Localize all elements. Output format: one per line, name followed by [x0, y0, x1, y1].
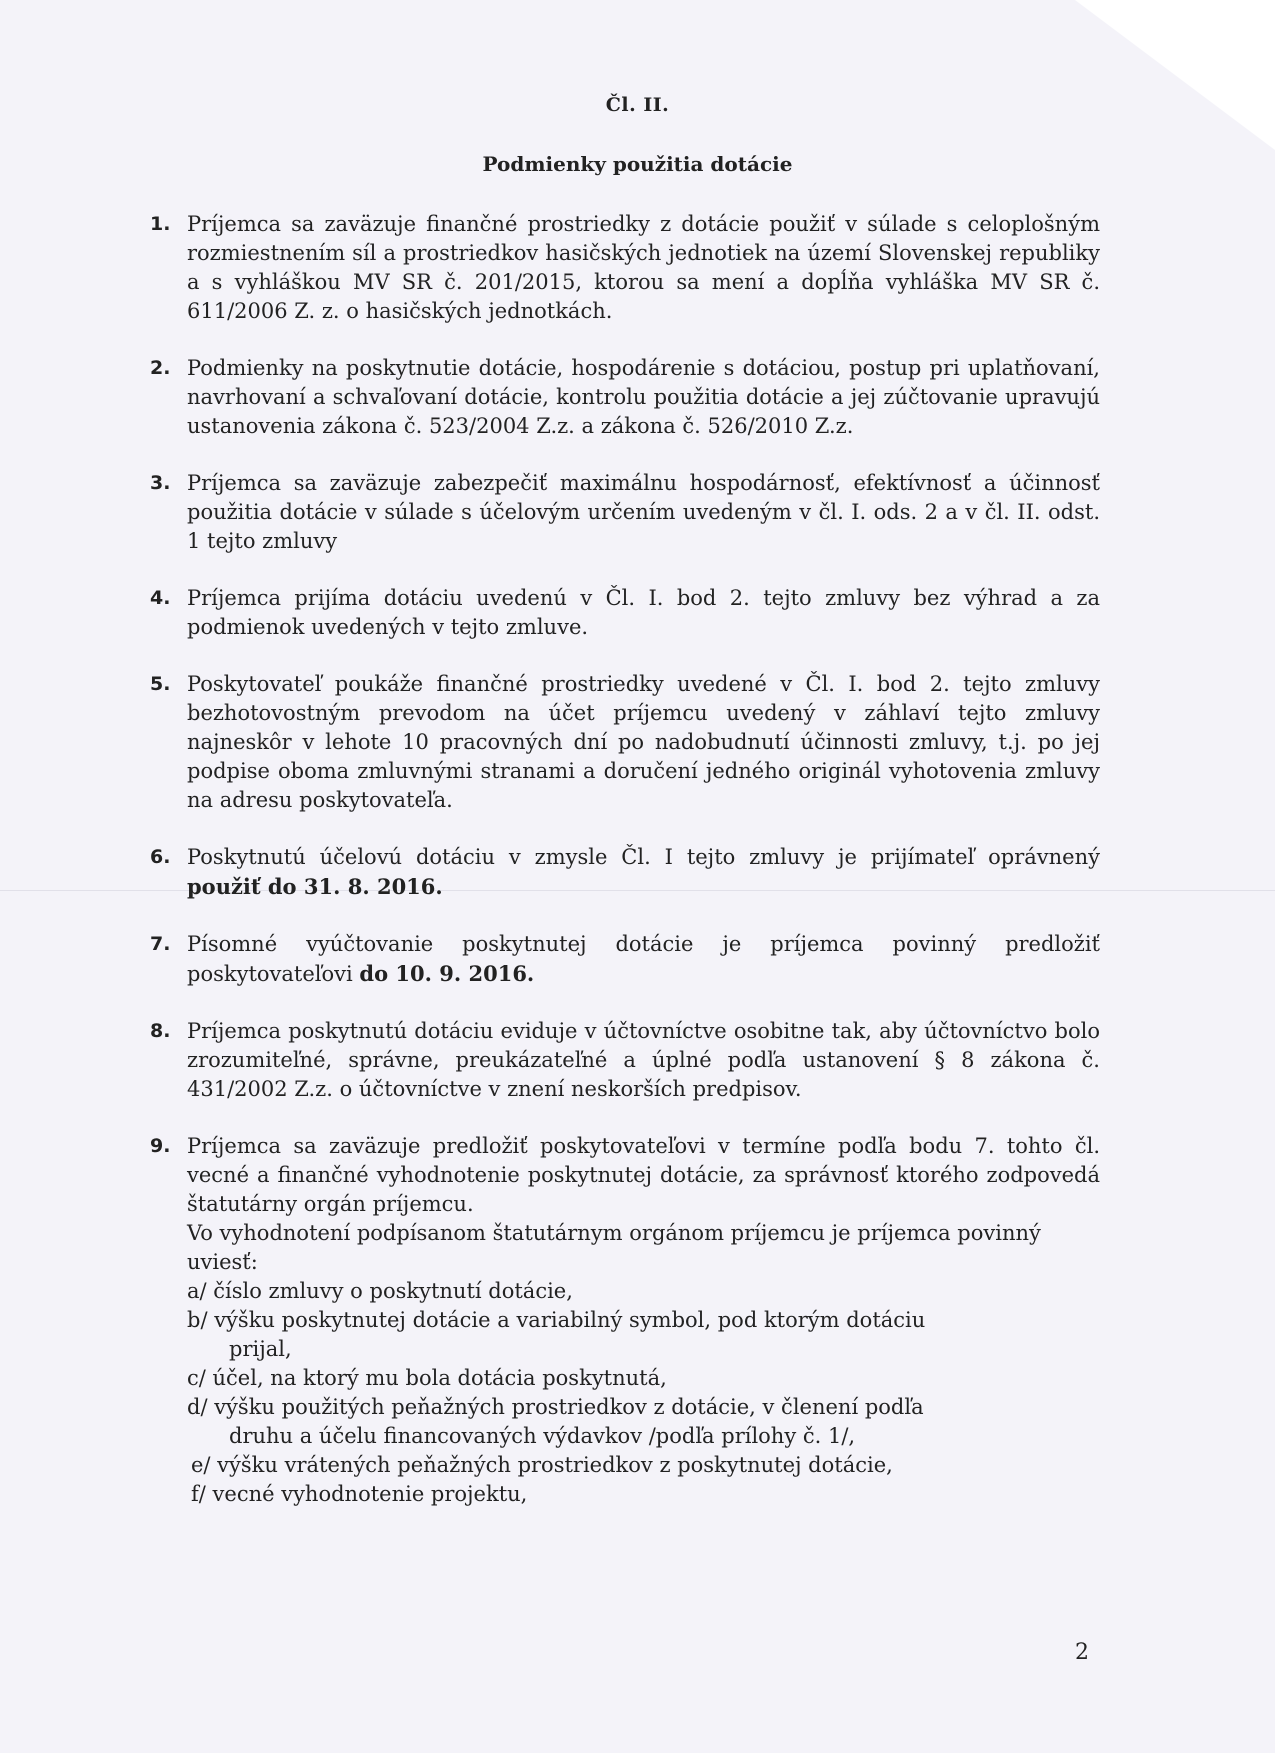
item-text: Príjemca sa zaväzuje finančné prostriedky z dotácie použiť v súlade s celoplošným rozmiestnením síl a prostriedkov hasičských jednotiek na území Slovenskej republiky a s vyhláškou MV SR č. 201/2015, ktorou sa mení a dopĺňa vyhláška MV SR č. 611/2006 Z. z. o hasičských jednotkách. — [187, 212, 1100, 323]
item-text: Podmienky na poskytnutie dotácie, hospodárenie s dotáciou, postup pri uplatňovaní, navrhovaní a schvaľovaní dotácie, kontrolu použitia dotácie a jej zúčtovanie upravujú ustanovenia zákona č. 523/2004 Z.z. a zákona č. 526/2010 Z.z. — [187, 356, 1100, 438]
folded-corner — [1075, 0, 1275, 150]
list-item — [150, 210, 1100, 326]
item-number: 2. — [150, 357, 171, 379]
sub-item-c: c/ účel, na ktorý mu bola dotácia poskytnutá, — [187, 1366, 667, 1390]
item-number: 6. — [150, 846, 171, 868]
sub-item-d: d/ výšku použitých peňažných prostriedkov z dotácie, v členení podľa — [187, 1395, 924, 1419]
item-number: 8. — [150, 1020, 171, 1042]
sub-item-b: b/ výšku poskytnutej dotácie a variabilný symbol, pod ktorým dotáciu — [187, 1308, 926, 1332]
list-item — [150, 670, 1100, 815]
item-text: Príjemca sa zaväzuje predložiť poskytovateľovi v termíne podľa bodu 7. tohto čl. vecné a finančné vyhodnotenie poskytnutej dotácie, za správnosť ktorého zodpovedá štatutárny orgán príjemcu. — [187, 1134, 1100, 1216]
sub-item-d-continued: druhu a účelu financovaných výdavkov /podľa prílohy č. 1/, — [229, 1424, 856, 1448]
item-text: Príjemca prijíma dotáciu uvedenú v Čl. I. bod 2. tejto zmluvy bez výhrad a za podmienok uvedených v tejto zmluve. — [187, 586, 1100, 639]
item-text: Príjemca sa zaväzuje zabezpečiť maximálnu hospodárnosť, efektívnosť a účinnosť použitia dotácie v súlade s účelovým určením uvedeným v čl. I. ods. 2 a v čl. II. odst. 1 tejto zmluvy — [187, 471, 1100, 553]
item-deadline-bold: do 10. 9. 2016. — [359, 961, 535, 986]
item-number: 9. — [150, 1135, 171, 1157]
item-number: 4. — [150, 587, 171, 609]
item-number: 3. — [150, 472, 171, 494]
list-item — [150, 469, 1100, 556]
sub-item-a: a/ číslo zmluvy o poskytnutí dotácie, — [187, 1279, 573, 1303]
item-intro: Vo vyhodnotení podpísanom štatutárnym orgánom príjemcu je príjemca povinný uviesť: — [187, 1221, 1041, 1274]
item-text: Poskytnutú účelovú dotáciu v zmysle Čl. I tejto zmluvy je prijímateľ oprávnený — [187, 845, 1100, 869]
article-title: Podmienky použitia dotácie — [482, 152, 793, 176]
conditions-list — [150, 210, 1100, 1509]
item-text: Poskytovateľ poukáže finančné prostriedky uvedené v Čl. I. bod 2. tejto zmluvy bezhotovostným prevodom na účet príjemcu uvedený v záhlaví tejto zmluvy najneskôr v lehote 10 pracovných dní po nadobudnutí účinnosti zmluvy, t.j. po jej podpise oboma zmluvnými stranami a doručení jedného originál vyhotovenia zmluvy na adresu poskytovateľa. — [187, 672, 1100, 812]
item-deadline-bold: použiť do 31. 8. 2016. — [187, 874, 443, 899]
page-number: 2 — [1075, 1640, 1089, 1665]
item-number: 7. — [150, 933, 171, 955]
sub-item-b-continued: prijal, — [229, 1337, 292, 1361]
list-item — [150, 1017, 1100, 1104]
list-item — [150, 930, 1100, 989]
sub-item-e: e/ výšku vrátených peňažných prostriedkov z poskytnutej dotácie, — [191, 1453, 893, 1477]
article-number: Čl. II. — [605, 94, 670, 116]
list-item — [150, 843, 1100, 902]
sub-item-f: f/ vecné vyhodnotenie projektu, — [191, 1482, 528, 1506]
list-item — [150, 1132, 1100, 1509]
item-number: 5. — [150, 673, 171, 695]
item-text: Príjemca poskytnutú dotáciu eviduje v účtovníctve osobitne tak, aby účtovníctvo bolo zrozumiteľné, správne, preukázateľné a úplné podľa ustanovení § 8 zákona č. 431/2002 Z.z. o účtovníctve v znení neskorších predpisov. — [187, 1019, 1100, 1101]
list-item — [150, 584, 1100, 642]
item-number: 1. — [150, 213, 171, 235]
item-text: Písomné vyúčtovanie poskytnutej dotácie je príjemca povinný predložiť poskytovateľovi — [187, 932, 1100, 986]
list-item — [150, 354, 1100, 441]
